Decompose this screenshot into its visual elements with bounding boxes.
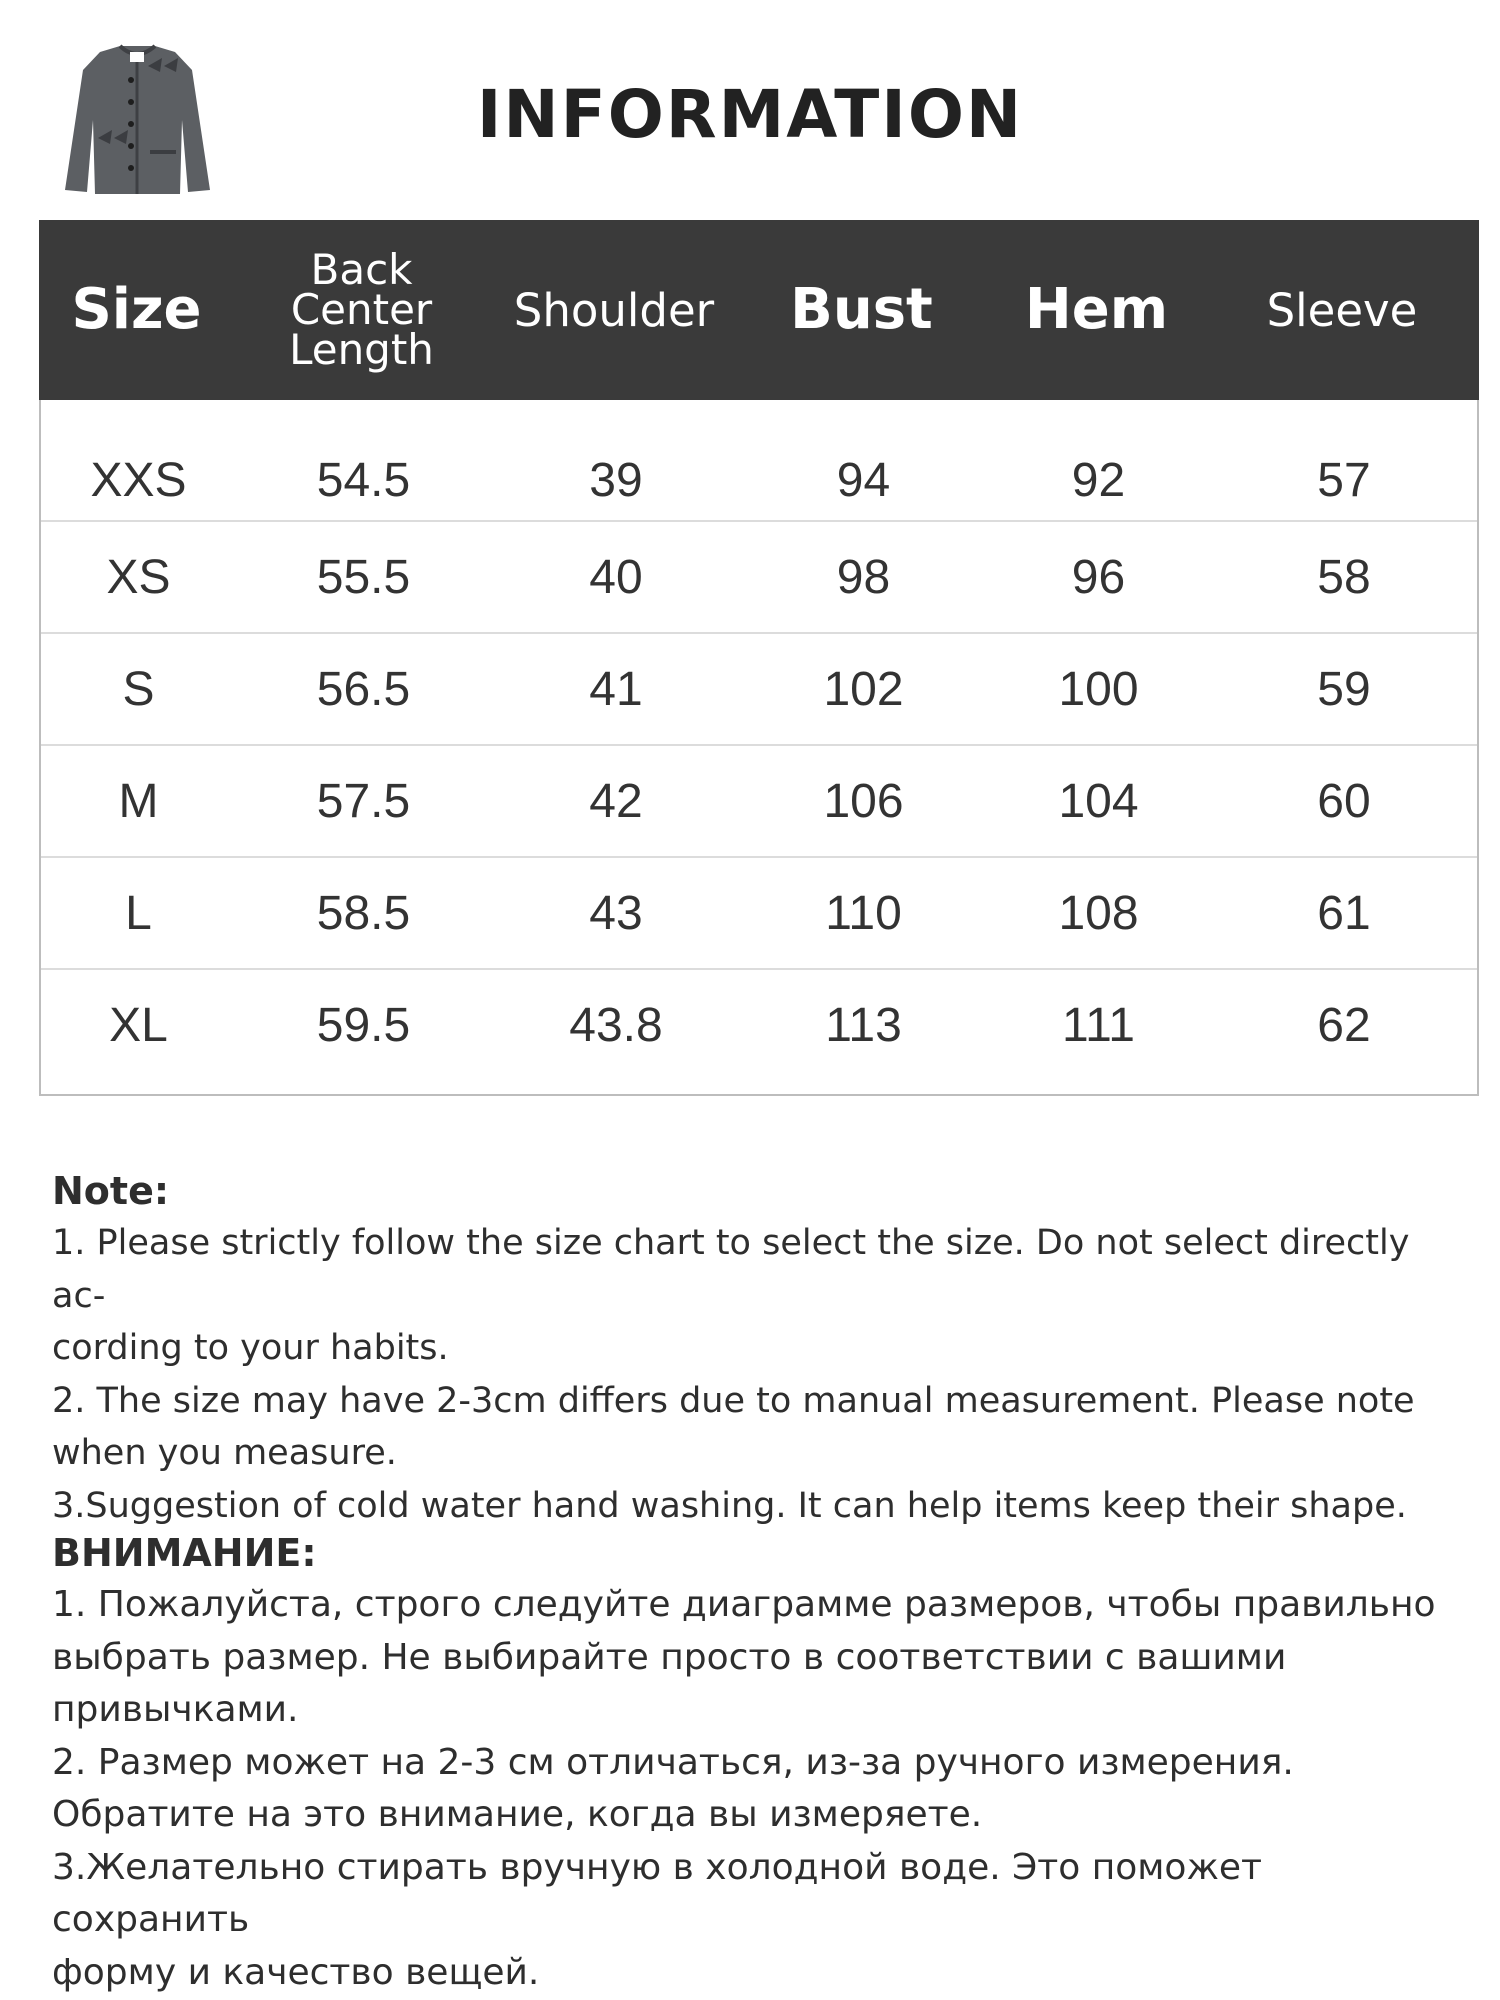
note-line: 2. Размер может на 2-3 см отличаться, из-за ручного измерения.: [52, 1741, 1294, 1783]
notes-english: [52, 1165, 1462, 1532]
cell-shoulder: 39: [589, 454, 643, 507]
size-chart-table: [39, 220, 1479, 1096]
header-sleeve: Sleeve: [1266, 283, 1418, 337]
cell-shoulder: 43: [589, 886, 643, 940]
cell-bust: 94: [836, 454, 891, 507]
notes-english-title: Note:: [52, 1169, 170, 1213]
note-line: 1. Please strictly follow the size chart to select the size. Do not select directly ac-: [52, 1223, 1410, 1316]
notes-russian-title: ВНИМАНИЕ:: [52, 1531, 317, 1575]
cell-size: XL: [109, 998, 168, 1052]
note-line: 3.Желательно стирать вручную в холодной воде. Это поможет сохранить: [52, 1846, 1262, 1940]
table-row: [41, 522, 1477, 634]
cell-bust: 102: [823, 662, 904, 716]
table-row: [41, 402, 1477, 522]
note-line: when you measure.: [52, 1433, 397, 1473]
cell-sleeve: 57: [1317, 454, 1371, 507]
cell-back-center-length: 58.5: [316, 886, 411, 940]
cell-sleeve: 58: [1317, 550, 1371, 604]
cell-size: L: [125, 886, 152, 940]
table-body: [41, 402, 1477, 1080]
cell-sleeve: 61: [1317, 886, 1371, 940]
cell-shoulder: 41: [589, 662, 643, 716]
cell-size: M: [118, 774, 159, 828]
cell-back-center-length: 54.5: [316, 454, 411, 507]
table-row: [41, 970, 1477, 1080]
note-line: форму и качество вещей.: [52, 1951, 540, 1993]
note-line: привычками.: [52, 1689, 299, 1730]
cell-size: S: [122, 662, 155, 716]
cell-hem: 100: [1058, 662, 1139, 716]
cell-size: XXS: [90, 454, 187, 507]
header-size: Size: [71, 277, 202, 342]
header-back-center-length: [234, 220, 489, 400]
cell-sleeve: 59: [1317, 662, 1371, 716]
cell-bust: 113: [825, 998, 902, 1052]
cell-hem: 92: [1071, 454, 1126, 507]
page-title: INFORMATION: [476, 76, 1024, 153]
note-line: cording to your habits.: [52, 1328, 449, 1368]
cell-hem: 104: [1058, 774, 1139, 828]
note-line: выбрать размер. Не выбирайте просто в соответствии с вашими: [52, 1636, 1287, 1678]
cell-hem: 111: [1062, 998, 1135, 1052]
note-line: 2. The size may have 2-3cm differs due to manual measurement. Please note: [52, 1380, 1415, 1421]
cell-sleeve: 60: [1317, 774, 1371, 828]
cell-back-center-length: 59.5: [316, 998, 411, 1052]
table-row: [41, 746, 1477, 858]
notes-english-body: [52, 1217, 1462, 1532]
cell-bust: 110: [825, 886, 902, 940]
cell-bust: 106: [823, 774, 904, 828]
cell-shoulder: 42: [589, 774, 643, 828]
notes-russian-body: [52, 1579, 1462, 1999]
cell-back-center-length: 57.5: [316, 774, 411, 828]
cell-hem: 108: [1058, 886, 1139, 940]
notes-russian: [52, 1527, 1462, 1999]
cell-sleeve: 62: [1317, 998, 1371, 1052]
cell-back-center-length: 55.5: [316, 550, 411, 604]
cell-shoulder: 43.8: [569, 998, 663, 1052]
note-line: 3.Suggestion of cold water hand washing. It can help items keep their shape.: [52, 1485, 1407, 1526]
table-row: [41, 858, 1477, 970]
cell-hem: 96: [1071, 550, 1126, 604]
header-bust: Bust: [790, 277, 933, 342]
table-header-row: [39, 220, 1479, 400]
note-line: Обратите на это внимание, когда вы измеряете.: [52, 1794, 983, 1835]
header-back-center-length-text: Back Center Length: [289, 245, 434, 374]
cell-bust: 98: [836, 550, 891, 604]
note-line: 1. Пожалуйста, строго следуйте диаграмме размеров, чтобы правильно: [52, 1584, 1436, 1625]
cell-size: XS: [106, 550, 171, 604]
header-hem: Hem: [1024, 277, 1169, 342]
header-shoulder: Shoulder: [513, 283, 715, 337]
cell-shoulder: 40: [589, 550, 643, 604]
table-row: [41, 634, 1477, 746]
cell-back-center-length: 56.5: [316, 662, 411, 716]
